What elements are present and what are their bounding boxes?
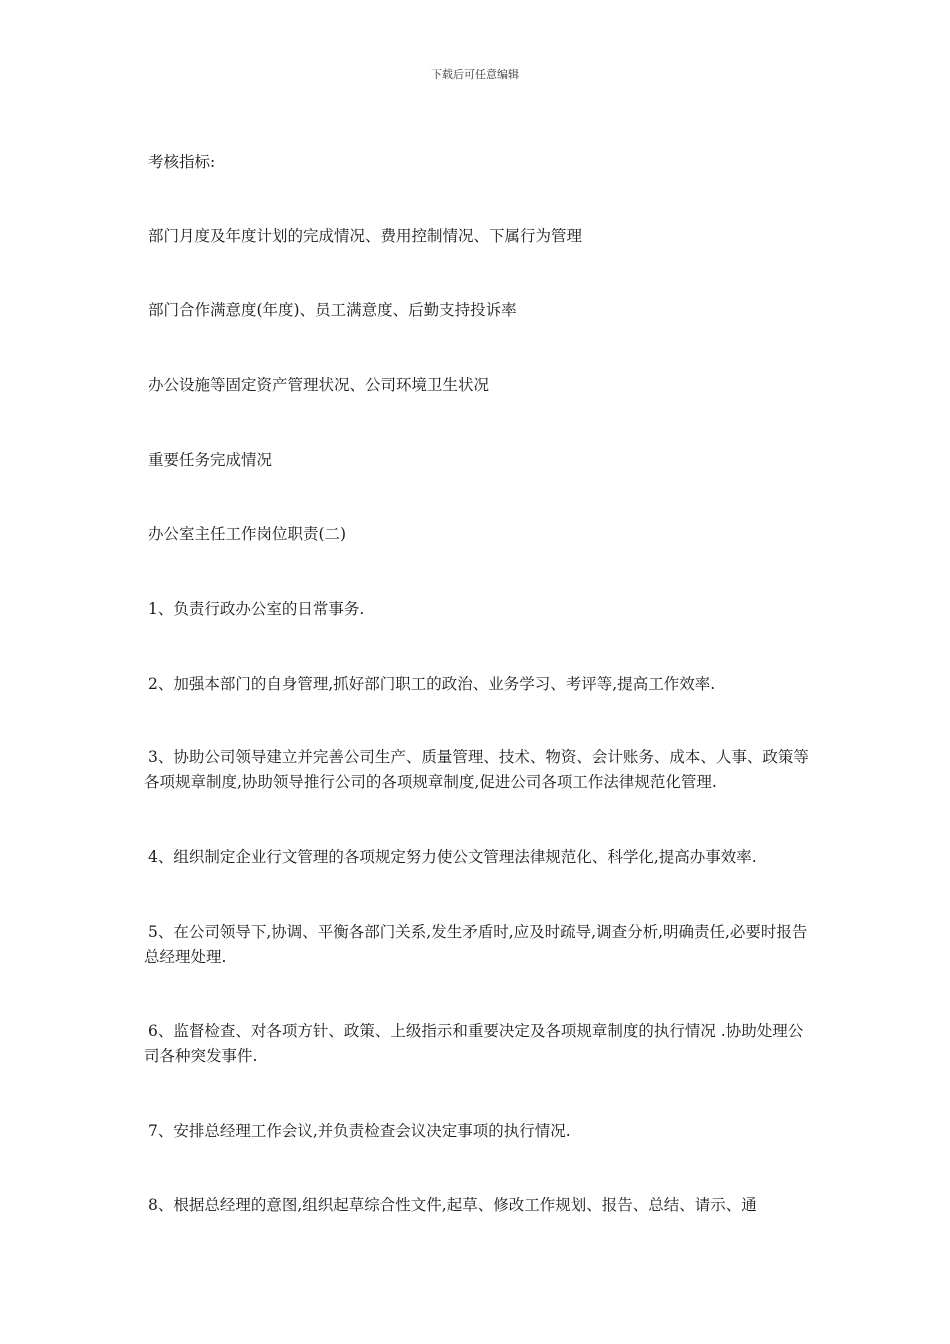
duty-item: 7、安排总经理工作会议,并负责检查会议决定事项的执行情况.	[148, 1122, 571, 1140]
assessment-heading: 考核指标:	[148, 153, 216, 171]
duty-item: 1、负责行政办公室的日常事务.	[148, 600, 365, 618]
duty-item: 6、监督检查、对各项方针、政策、上级指示和重要决定及各项规章制度的执行情况 .协助处理公司各种突发事件.	[144, 1022, 804, 1065]
duty-item: 5、在公司领导下,协调、平衡各部门关系,发生矛盾时,应及时疏导,调查分析,明确责任,必要时报告总经理处理.	[144, 923, 808, 966]
duty-item: 3、协助公司领导建立并完善公司生产、质量管理、技术、物资、会计账务、成本、人事、政策等各项规章制度,协助领导推行公司的各项规章制度,促进公司各项工作法律规范化管理.	[144, 748, 809, 791]
duty-item: 2、加强本部门的自身管理,抓好部门职工的政治、业务学习、考评等,提高工作效率.	[148, 675, 716, 693]
indicator-item: 部门月度及年度计划的完成情况、费用控制情况、下属行为管理	[148, 227, 583, 245]
duty-item: 4、组织制定企业行文管理的各项规定努力使公文管理法律规范化、科学化,提高办事效率.	[148, 848, 757, 866]
indicator-item: 重要任务完成情况	[148, 451, 273, 469]
section-title: 办公室主任工作岗位职责(二)	[148, 525, 347, 543]
indicator-item: 部门合作满意度(年度)、员工满意度、后勤支持投诉率	[148, 301, 517, 319]
page-header-note: 下载后可任意编辑	[431, 68, 519, 81]
indicator-item: 办公设施等固定资产管理状况、公司环境卫生状况	[148, 376, 490, 394]
duty-item: 8、根据总经理的意图,组织起草综合性文件,起草、修改工作规划、报告、总结、请示、通	[148, 1196, 757, 1214]
